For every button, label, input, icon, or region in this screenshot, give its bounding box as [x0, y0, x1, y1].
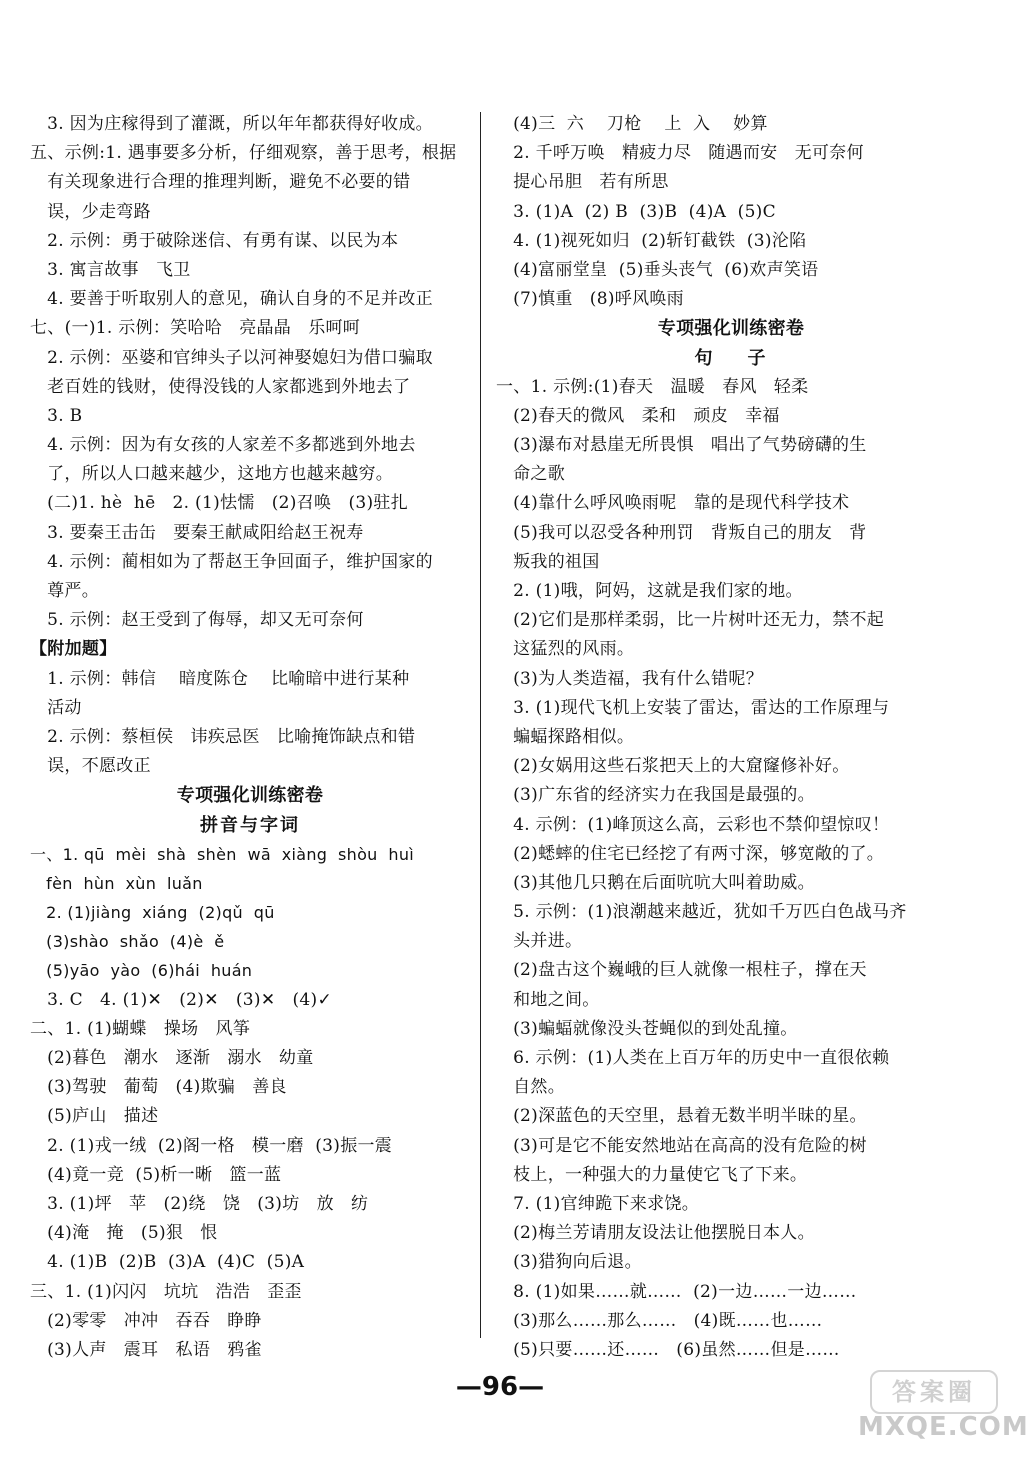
left-line: 二、1. (1)蝴蝶 操场 风筝: [30, 1018, 251, 1039]
left-line: 4. 要善于听取别人的意见，确认自身的不足并改正: [30, 289, 433, 310]
left-line: 4. (1)B (2)B (3)A (4)C (5)A: [30, 1252, 305, 1273]
right-line: 头并进。: [496, 931, 583, 952]
right-line: 自然。: [496, 1077, 566, 1098]
left-line: (3)shào shǎo (4)è ě: [30, 932, 225, 952]
right-line: 3. (1)A (2) B (3)B (4)A (5)C: [496, 201, 776, 222]
left-line: 3. B: [30, 405, 83, 426]
right-line: 4. (1)视死如归 (2)斩钉截铁 (3)沦陷: [496, 230, 807, 251]
right-line: 5. 示例：(1)浪潮越来越近，犹如千万匹白色战马齐: [496, 902, 907, 923]
left-line: fèn hùn xùn luǎn: [30, 873, 203, 893]
left-line: 4. 示例：因为有女孩的人家差不多都逃到外地去: [30, 435, 416, 456]
right-line: (2)盘古这个巍峨的巨人就像一根柱子，撑在天: [496, 960, 867, 981]
right-line: 命之歌: [496, 464, 566, 485]
left-line: 【附加题】: [30, 639, 117, 660]
left-line: 2. (1)戎一绒 (2)阁一格 模一磨 (3)振一震: [30, 1135, 393, 1156]
right-line: 3. (1)现代飞机上安装了雷达，雷达的工作原理与: [496, 697, 890, 718]
left-line: (4)淹 掩 (5)狠 恨: [30, 1223, 218, 1244]
right-line: (3)蝙蝠就像没头苍蝇似的到处乱撞。: [496, 1018, 798, 1039]
left-line: 3. C 4. (1)✕ (2)✕ (3)✕ (4)✓: [30, 989, 333, 1010]
right-line: (3)瀑布对悬崖无所畏惧 唱出了气势磅礴的生: [496, 435, 867, 456]
right-line: 提心吊胆 若有所思: [496, 172, 669, 193]
left-line: (4)竟一竞 (5)析一晰 篮一蓝: [30, 1164, 282, 1185]
watermark-stamp: 答案圈: [870, 1370, 998, 1414]
right-line: (2)春天的微风 柔和 顽皮 幸福: [496, 405, 780, 426]
right-line: (2)蟋蟀的住宅已经挖了有两寸深，够宽敞的了。: [496, 843, 885, 864]
right-line: (3)猎狗向后退。: [496, 1252, 642, 1273]
left-line: (5)yāo yào (6)hái huán: [30, 961, 253, 981]
left-line: 2. 示例：勇于破除迷信、有勇有谋、以民为本: [30, 230, 399, 251]
left-line: 老百姓的钱财，使得没钱的人家都逃到外地去了: [30, 376, 411, 397]
left-line: 2. 示例：巫婆和官绅头子以河神娶媳妇为借口骗取: [30, 347, 433, 368]
right-line: (7)慎重 (8)呼风唤雨: [496, 289, 684, 310]
left-line: 五、示例:1. 遇事要多分析，仔细观察，善于思考，根据: [30, 143, 457, 164]
right-line: 8. (1)如果……就…… (2)一边……一边……: [496, 1281, 857, 1302]
right-line: 一、1. 示例:(1)春天 温暖 春风 轻柔: [496, 376, 809, 397]
section-subheading: 拼音与字词: [200, 814, 300, 836]
right-line: (4)三 六 刀枪 上 入 妙算: [496, 114, 768, 134]
right-line: (3)那么……那么…… (4)既……也……: [496, 1310, 823, 1331]
left-line: (2)零零 冲冲 吞吞 睁睁: [30, 1310, 262, 1331]
left-line: 七、(一)1. 示例：笑哈哈 亮晶晶 乐呵呵: [30, 318, 361, 339]
left-column: [30, 110, 470, 1365]
right-line: 和地之间。: [496, 989, 600, 1010]
left-line: 5. 示例：赵王受到了侮辱，却又无可奈何: [30, 610, 364, 631]
section-heading: 专项强化训练密卷: [657, 318, 805, 340]
page-number: —96—: [455, 1372, 545, 1402]
left-line: 活动: [30, 697, 82, 718]
right-line: (5)只要……还…… (6)虽然……但是……: [496, 1339, 840, 1360]
left-line: 4. 示例：蔺相如为了帮赵王争回面子，维护国家的: [30, 551, 433, 572]
left-line: 误，不愿改正: [30, 756, 151, 777]
right-line: 6. 示例：(1)人类在上百万年的历史中一直很依赖: [496, 1048, 890, 1068]
left-line: 一、1. qū mèi shà shèn wā xiàng shòu huì: [30, 844, 415, 864]
right-line: 叛我的祖国: [496, 551, 600, 572]
left-line: 3. 因为庄稼得到了灌溉，所以年年都获得好收成。: [30, 114, 433, 134]
left-line: 了，所以人口越来越少，这地方也越来越穷。: [30, 464, 394, 485]
left-line: 三、1. (1)闪闪 坑坑 浩浩 歪歪: [30, 1281, 302, 1302]
right-line: (2)它们是那样柔弱，比一片树叶还无力，禁不起: [496, 610, 885, 631]
left-line: 尊严。: [30, 581, 100, 601]
right-line: (2)梅兰芳请朋友设法让他摆脱日本人。: [496, 1223, 815, 1244]
left-line: (3)人声 震耳 私语 鸦雀: [30, 1339, 262, 1360]
right-line: (2)女娲用这些石浆把天上的大窟窿修补好。: [496, 756, 850, 777]
right-line: (3)为人类造福，我有什么错呢？: [496, 668, 763, 689]
left-line: 3. (1)坪 苹 (2)绕 饶 (3)坊 放 纺: [30, 1193, 369, 1214]
right-line: (4)富丽堂皇 (5)垂头丧气 (6)欢声笑语: [496, 259, 819, 280]
right-column: [496, 110, 966, 1365]
left-line: 误，少走弯路: [30, 201, 151, 222]
left-line: 2. 示例：蔡桓侯 讳疾忌医 比喻掩饰缺点和错: [30, 726, 416, 747]
right-line: (5)我可以忍受各种刑罚 背叛自己的朋友 背: [496, 522, 867, 543]
right-line: 这猛烈的风雨。: [496, 639, 635, 660]
right-line: (3)其他几只鹅在后面吭吭大叫着助威。: [496, 872, 815, 893]
column-divider: [480, 112, 481, 1338]
right-line: (2)深蓝色的天空里，悬着无数半明半昧的星。: [496, 1106, 867, 1127]
right-line: 7. (1)官绅跪下来求饶。: [496, 1193, 700, 1214]
section-subheading: 句 子: [694, 347, 768, 369]
left-line: (5)庐山 描述: [30, 1106, 159, 1127]
right-line: 2. 千呼万唤 精疲力尽 随遇而安 无可奈何: [496, 143, 864, 164]
right-line: 枝上，一种强大的力量使它飞了下来。: [496, 1164, 808, 1185]
left-line: 1. 示例：韩信 暗度陈仓 比喻暗中进行某种: [30, 668, 410, 689]
left-line: (2)暮色 潮水 逐渐 溺水 幼童: [30, 1048, 314, 1068]
watermark-text: MXQE.COM: [858, 1412, 1029, 1442]
left-line: (3)驾驶 葡萄 (4)欺骗 善良: [30, 1077, 287, 1098]
right-line: (3)可是它不能安然地站在高高的没有危险的树: [496, 1135, 867, 1156]
left-line: (二)1. hè hē 2. (1)怯懦 (2)召唤 (3)驻扎: [30, 493, 409, 514]
right-line: 4. 示例：(1)峰顶这么高，云彩也不禁仰望惊叹！: [496, 814, 890, 835]
right-line: (3)广东省的经济实力在我国是最强的。: [496, 785, 815, 806]
left-line: 有关现象进行合理的推理判断，避免不必要的错: [30, 172, 411, 193]
left-line: 3. 要秦王击缶 要秦王献咸阳给赵王祝寿: [30, 522, 364, 543]
left-line: 2. (1)jiàng xiáng (2)qǔ qū: [30, 903, 275, 923]
right-line: 2. (1)哦，阿妈，这就是我们家的地。: [496, 581, 803, 601]
left-line: 3. 寓言故事 飞卫: [30, 259, 191, 280]
section-heading: 专项强化训练密卷: [176, 785, 324, 807]
right-line: 蝙蝠探路相似。: [496, 726, 635, 747]
right-line: (4)靠什么呼风唤雨呢 靠的是现代科学技术: [496, 493, 850, 514]
